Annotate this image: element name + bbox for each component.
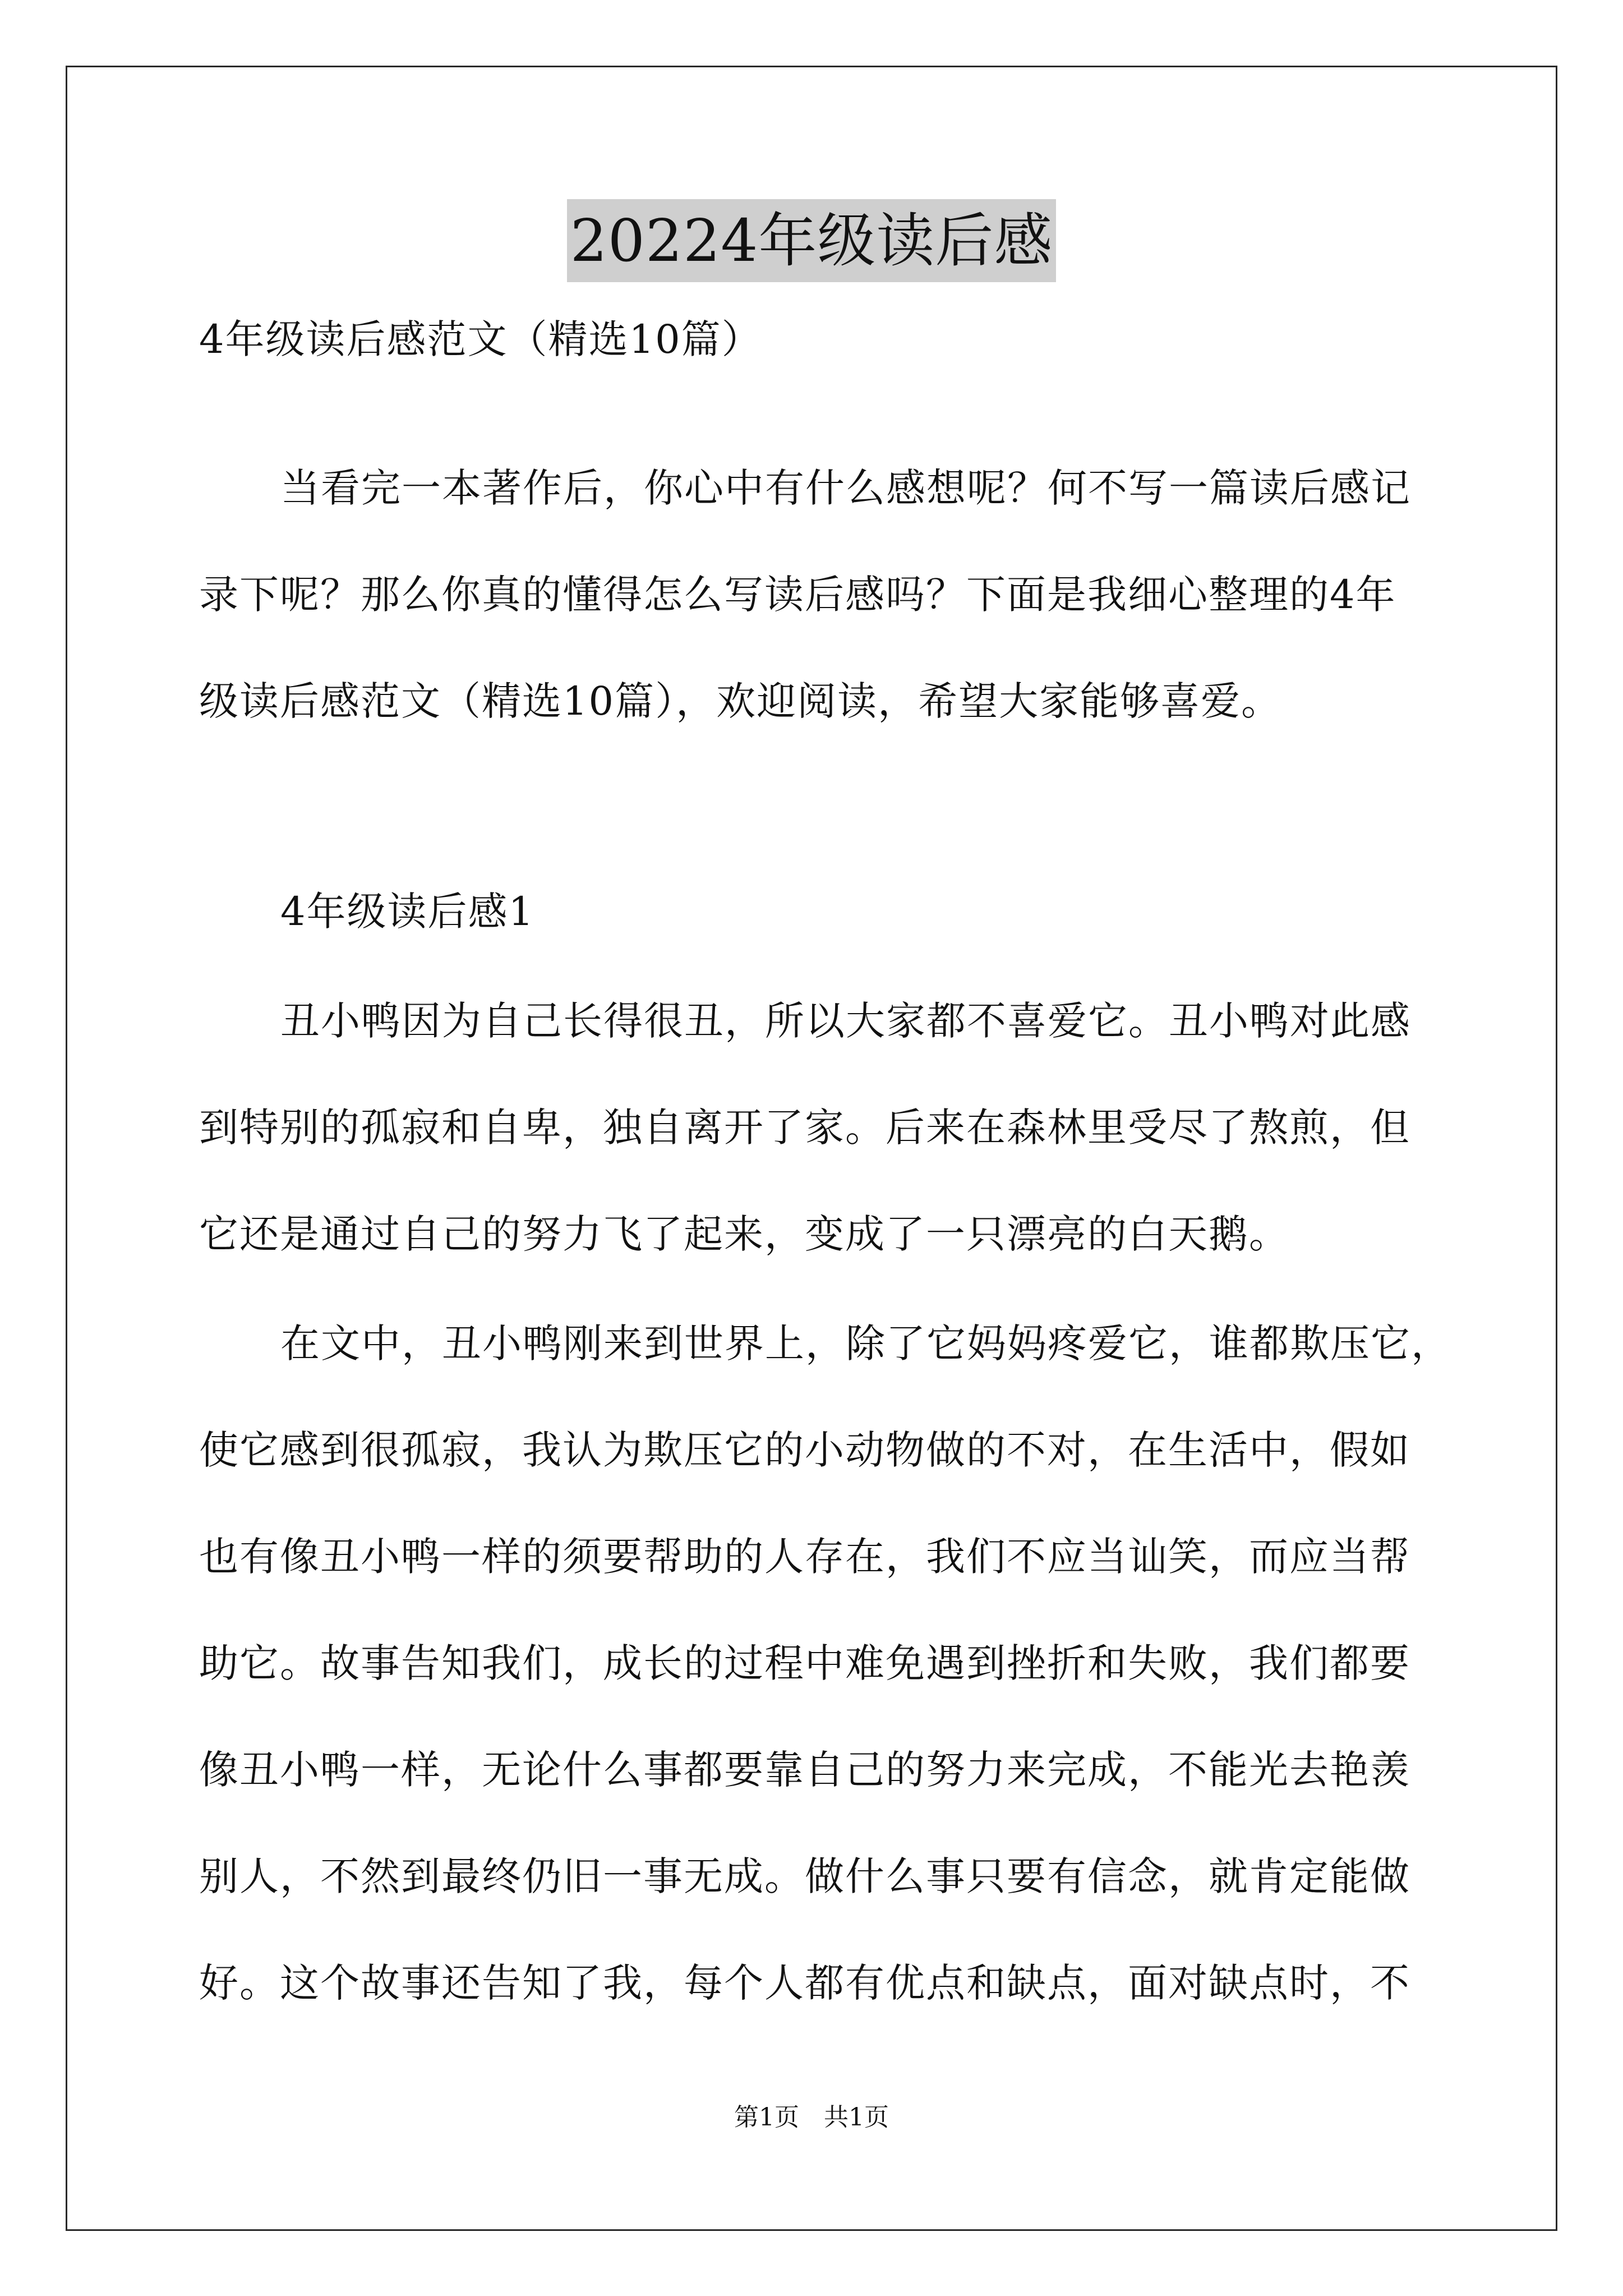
subtitle-line: 4年级读后感范文（精选10篇） — [199, 316, 762, 362]
paragraph-line: 丑小鸭因为自己长得很丑，所以大家都不喜爱它。丑小鸭对此感 — [280, 998, 1411, 1044]
paragraph-line: 当看完一本著作后，你心中有什么感想呢？何不写一篇读后感记 — [280, 465, 1411, 511]
paragraph-line: 使它感到很孤寂，我认为欺压它的小动物做的不对，在生活中，假如 — [199, 1427, 1410, 1473]
paragraph-line: 好。这个故事还告知了我，每个人都有优点和缺点，面对缺点时，不 — [199, 1960, 1410, 2006]
paragraph-line: 也有像丑小鸭一样的须要帮助的人存在，我们不应当讪笑，而应当帮 — [199, 1534, 1410, 1580]
paragraph-line: 别人，不然到最终仍旧一事无成。做什么事只要有信念，就肯定能做 — [199, 1853, 1410, 1899]
document-title: 20224年级读后感 — [567, 199, 1057, 282]
paragraph-line: 助它。故事告知我们，成长的过程中难免遇到挫折和失败，我们都要 — [199, 1640, 1410, 1686]
paragraph-line: 级读后感范文（精选10篇），欢迎阅读，希望大家能够喜爱。 — [199, 678, 1282, 724]
paragraph-line: 在文中，丑小鸭刚来到世界上，除了它妈妈疼爱它，谁都欺压它， — [280, 1320, 1451, 1366]
title-container — [0, 199, 1623, 282]
page-footer: 第1页 共1页 — [734, 2103, 889, 2132]
section-heading: 4年级读后感1 — [280, 889, 535, 935]
paragraph-line: 它还是通过自己的努力飞了起来，变成了一只漂亮的白天鹅。 — [199, 1211, 1289, 1257]
paragraph-line: 像丑小鸭一样，无论什么事都要靠自己的努力来完成，不能光去艳羡 — [199, 1747, 1410, 1793]
paragraph-line: 录下呢？那么你真的懂得怎么写读后感吗？下面是我细心整理的4年 — [199, 572, 1396, 618]
paragraph-line: 到特别的孤寂和自卑，独自离开了家。后来在森林里受尽了熬煎，但 — [199, 1105, 1410, 1151]
